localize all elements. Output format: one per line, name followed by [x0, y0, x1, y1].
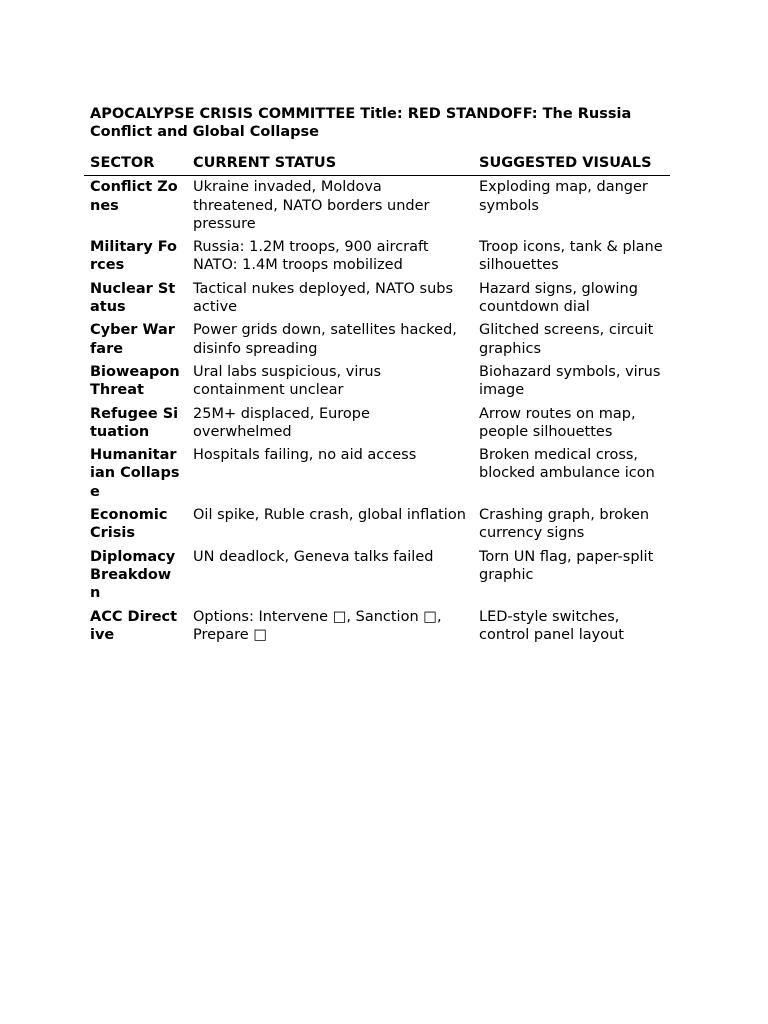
- status-cell: Ukraine invaded, Moldova threatened, NATO borders under pressure: [193, 179, 430, 232]
- sector-cell: Economic Crisis: [90, 507, 168, 542]
- table-row: [84, 546, 670, 606]
- status-cell: Russia: 1.2M troops, 900 aircraft NATO: 1.4M troops mobilized: [193, 239, 429, 274]
- table-row: [84, 403, 670, 445]
- table-header: [84, 153, 670, 176]
- header-sector: SECTOR: [84, 153, 187, 176]
- table-row: [84, 361, 670, 403]
- crisis-table: [84, 153, 670, 647]
- sector-cell: Humanitarian Collapse: [90, 447, 180, 500]
- status-cell: Tactical nukes deployed, NATO subs active: [193, 280, 454, 316]
- sector-cell: Nuclear Status: [90, 280, 176, 316]
- status-cell: Hospitals failing, no aid access: [193, 447, 417, 464]
- table-row: [84, 444, 670, 504]
- visuals-cell: Broken medical cross, blocked ambulance icon: [479, 447, 655, 482]
- table-row: [84, 319, 670, 361]
- sector-cell: ACC Directive: [90, 608, 178, 643]
- status-cell: Power grids down, satellites hacked, disinfo spreading: [193, 322, 457, 357]
- sector-cell: Refugee Situation: [90, 405, 179, 440]
- visuals-cell: Torn UN flag, paper-split graphic: [479, 548, 654, 583]
- visuals-cell: Crashing graph, broken currency signs: [479, 507, 650, 542]
- status-cell: Oil spike, Ruble crash, global inflation: [193, 507, 466, 524]
- table-row: [84, 176, 670, 236]
- visuals-cell: Biohazard symbols, virus image: [479, 363, 661, 399]
- header-row: [84, 153, 670, 176]
- status-cell: Options: Intervene □, Sanction □, Prepare □: [193, 608, 442, 643]
- sector-cell: Diplomacy Breakdown: [90, 548, 176, 602]
- sector-cell: Conflict Zones: [90, 179, 178, 214]
- visuals-cell: Hazard signs, glowing countdown dial: [479, 280, 638, 316]
- visuals-cell: Arrow routes on map, people silhouettes: [479, 405, 636, 440]
- status-cell: 25M+ displaced, Europe overwhelmed: [193, 405, 370, 440]
- table-row: [84, 236, 670, 278]
- sector-cell: Military Forces: [90, 239, 177, 274]
- visuals-cell: Troop icons, tank & plane silhouettes: [479, 239, 663, 274]
- table-body: [84, 176, 670, 647]
- status-cell: Ural labs suspicious, virus containment unclear: [193, 363, 382, 399]
- visuals-cell: Glitched screens, circuit graphics: [479, 322, 654, 357]
- header-suggested-visuals: SUGGESTED VISUALS: [473, 153, 670, 176]
- sector-cell: Cyber Warfare: [90, 322, 175, 357]
- table-row: [84, 504, 670, 546]
- table-row: [84, 278, 670, 320]
- visuals-cell: LED-style switches, control panel layout: [479, 608, 624, 643]
- visuals-cell: Exploding map, danger symbols: [479, 179, 648, 214]
- status-cell: UN deadlock, Geneva talks failed: [193, 548, 434, 565]
- document-title: APOCALYPSE CRISIS COMMITTEE Title: RED STANDOFF: The Russia Conflict and Global Collapse: [90, 106, 632, 140]
- header-current-status: CURRENT STATUS: [187, 153, 473, 176]
- sector-cell: Bioweapon Threat: [90, 363, 180, 399]
- table-row: [84, 606, 670, 648]
